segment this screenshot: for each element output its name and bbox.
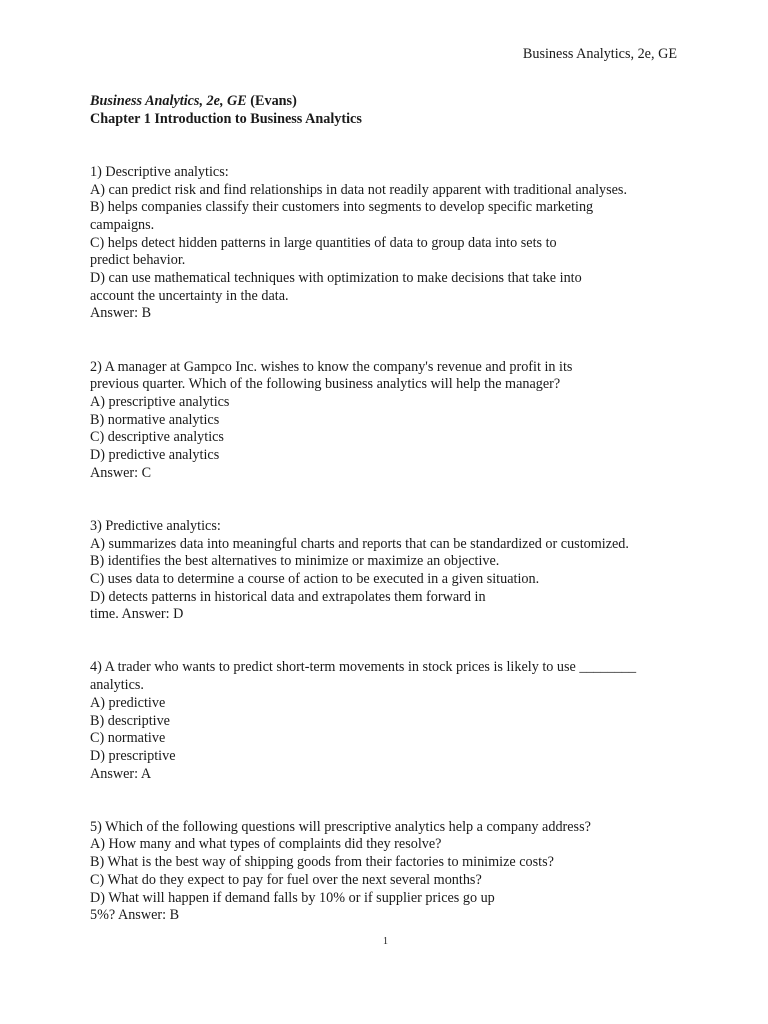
question-block bbox=[90, 819, 680, 925]
running-header: Business Analytics, 2e, GE bbox=[522, 46, 677, 62]
question-line: B) normative analytics bbox=[90, 411, 220, 428]
question-line: C) descriptive analytics bbox=[90, 429, 224, 446]
book-title-line bbox=[90, 93, 680, 111]
question-line: D) predictive analytics bbox=[90, 447, 220, 464]
question-block bbox=[90, 659, 680, 783]
question-line: A) can predict risk and find relationships in data not readily apparent with traditional analyses. bbox=[90, 181, 627, 198]
question-line: D) What will happen if demand falls by 10% or if supplier prices go up bbox=[90, 889, 495, 906]
question-line: Answer: C bbox=[90, 464, 152, 481]
chapter-title: Chapter 1 Introduction to Business Analytics bbox=[90, 110, 362, 127]
question-line: B) What is the best way of shipping goods from their factories to minimize costs? bbox=[90, 854, 554, 871]
question-line: 4) A trader who wants to predict short-term movements in stock prices is likely to use ________ bbox=[90, 659, 637, 676]
question-line: A) predictive bbox=[90, 694, 166, 711]
question-line: 5) Which of the following questions will prescriptive analytics help a company address? bbox=[90, 818, 591, 835]
question-line: D) prescriptive bbox=[90, 747, 176, 764]
question-line: 1) Descriptive analytics: bbox=[90, 163, 229, 180]
question-line: previous quarter. Which of the following business analytics will help the manager? bbox=[90, 376, 561, 393]
question-line: 2) A manager at Gampco Inc. wishes to know the company's revenue and profit in its bbox=[90, 358, 573, 375]
question-line: D) detects patterns in historical data and extrapolates them forward in bbox=[90, 588, 486, 605]
question-line: D) can use mathematical techniques with optimization to make decisions that take into bbox=[90, 270, 582, 287]
question-line: A) How many and what types of complaints did they resolve? bbox=[90, 836, 442, 853]
book-author: (Evans) bbox=[250, 93, 297, 109]
question-line: time. Answer: D bbox=[90, 606, 184, 623]
question-line: B) descriptive bbox=[90, 712, 170, 729]
question-line: analytics. bbox=[90, 677, 144, 694]
question-line: B) helps companies classify their customers into segments to develop specific marketing bbox=[90, 199, 594, 216]
question-block bbox=[90, 359, 680, 483]
question-line: C) uses data to determine a course of action to be executed in a given situation. bbox=[90, 570, 540, 587]
question-line: C) normative bbox=[90, 730, 166, 747]
question-block bbox=[90, 518, 680, 624]
question-line: C) helps detect hidden patterns in large quantities of data to group data into sets to bbox=[90, 234, 557, 251]
question-line: 5%? Answer: B bbox=[90, 907, 180, 924]
question-list bbox=[90, 164, 680, 925]
question-line: C) What do they expect to pay for fuel over the next several months? bbox=[90, 871, 482, 888]
document-body bbox=[90, 93, 680, 925]
question-line: predict behavior. bbox=[90, 252, 186, 269]
page-number: 1 bbox=[383, 936, 388, 947]
question-line: account the uncertainty in the data. bbox=[90, 287, 289, 304]
question-block bbox=[90, 164, 680, 323]
question-line: B) identifies the best alternatives to minimize or maximize an objective. bbox=[90, 553, 500, 570]
question-line: A) summarizes data into meaningful charts and reports that can be standardized or customized. bbox=[90, 535, 629, 552]
question-line: A) prescriptive analytics bbox=[90, 393, 230, 410]
question-line: Answer: B bbox=[90, 305, 152, 322]
question-line: campaigns. bbox=[90, 216, 155, 233]
question-line: Answer: A bbox=[90, 765, 152, 782]
question-line: 3) Predictive analytics: bbox=[90, 517, 221, 534]
book-title: Business Analytics, 2e, GE bbox=[90, 93, 247, 109]
